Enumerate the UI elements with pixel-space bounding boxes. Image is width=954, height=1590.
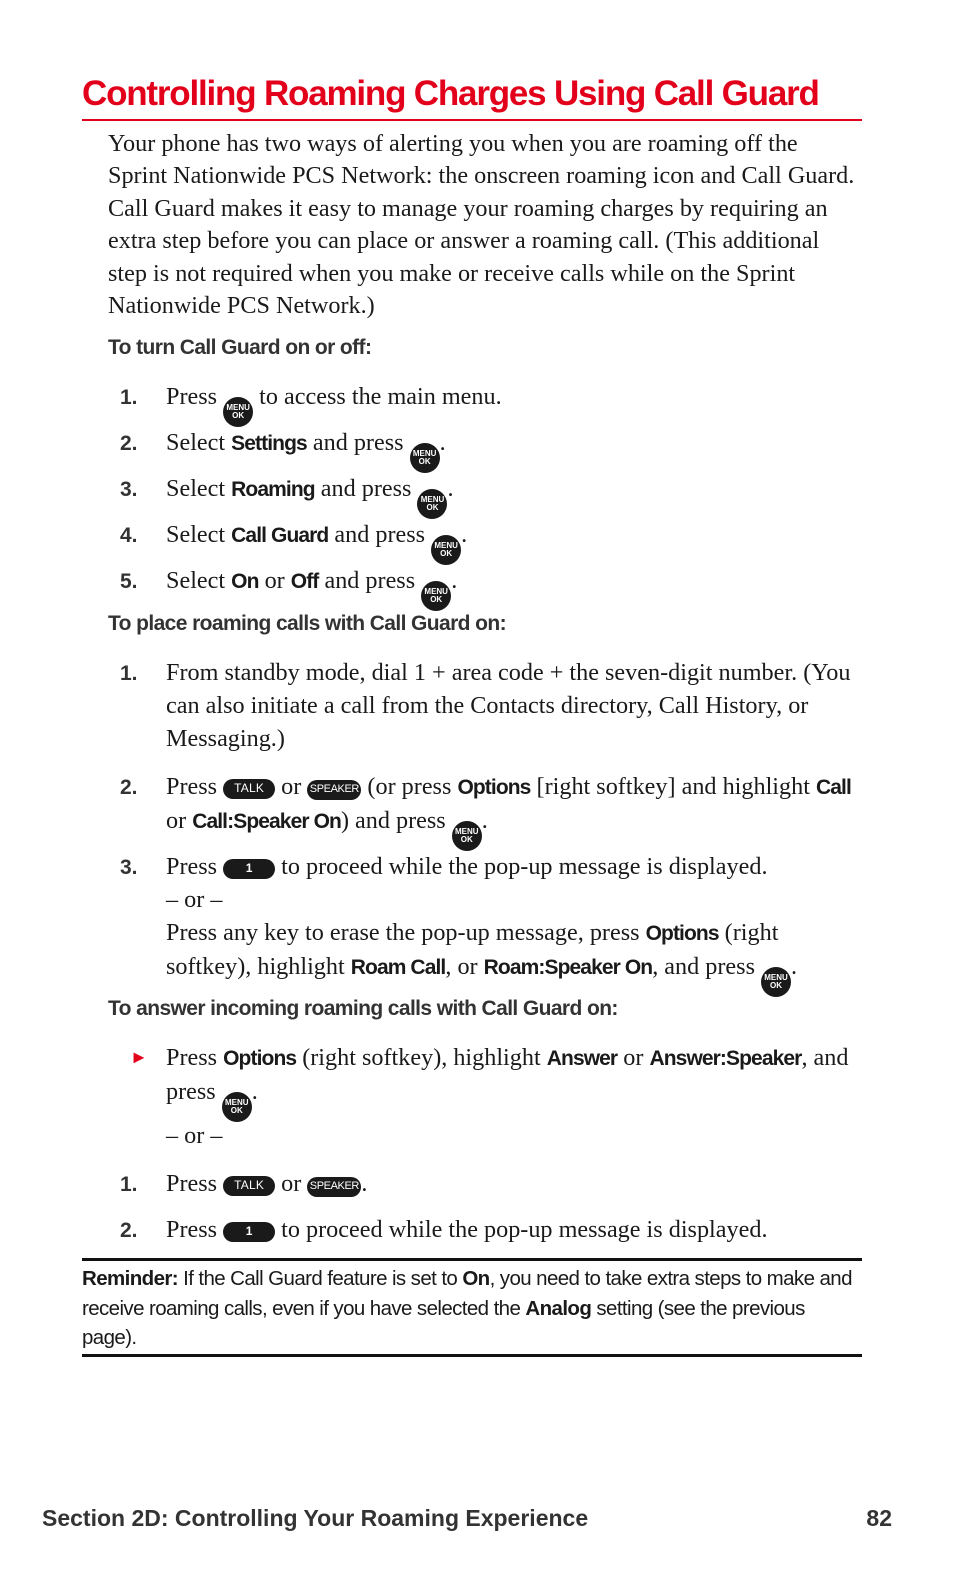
setting-name: On (462, 1267, 490, 1290)
section-heading-place-calls: To place roaming calls with Call Guard on: (108, 612, 506, 635)
page-number: 82 (866, 1505, 892, 1531)
talk-key-icon: TALK (223, 779, 275, 799)
list-item (120, 426, 862, 473)
step-number: 2. (120, 432, 138, 455)
step-text: , and press (652, 953, 755, 980)
list-item (120, 1041, 862, 1122)
step-text: or (281, 773, 302, 800)
or-separator: – or – (166, 1122, 223, 1149)
setting-name: Analog (525, 1296, 592, 1320)
step-text: or (623, 1044, 644, 1071)
list-item (120, 850, 862, 997)
step-text: ) and press (340, 807, 446, 834)
reminder-text: setting (see the previous page). (82, 1296, 805, 1349)
punctuation: . (251, 1078, 258, 1105)
reminder-text: , you need to take extra steps to make and receive roaming calls, even if you have selected the (82, 1267, 852, 1320)
list-item (120, 770, 862, 851)
punctuation: . (361, 1170, 368, 1197)
step-text: Select (166, 567, 226, 594)
intro-paragraph: Your phone has two ways of alerting you when you are roaming off the Sprint Nationwide PCS Network: the onscreen roaming icon and Call Guard. Call Guard makes it easy to manage your roaming charges by requiring an extra step before you can place or answer a roaming call. (This additional step is not required when you make or receive calls while on the Sprint Nationwide PCS Network.) (108, 130, 855, 320)
reminder-top-rule (82, 1258, 862, 1261)
menu-item-name: Settings (231, 432, 307, 455)
step-text: Press (166, 383, 218, 410)
step-number: 5. (120, 570, 138, 593)
step-text: , and press (166, 1044, 849, 1105)
menu-ok-key-icon: MENU OK (222, 1092, 252, 1122)
speaker-key-icon: SPEAKER (307, 1177, 361, 1197)
step-text: Press (166, 1216, 218, 1243)
menu-item-name: Roam Call (350, 956, 446, 979)
punctuation: . (481, 807, 488, 834)
step-text: Press (166, 1170, 218, 1197)
menu-item-name: Roaming (231, 478, 315, 501)
menu-item-name: Call Guard (231, 524, 329, 547)
punctuation: . (791, 953, 798, 980)
reminder-bottom-rule (82, 1354, 862, 1357)
step-text: and press (312, 429, 404, 456)
reminder-note (82, 1264, 862, 1353)
step-text: to proceed while the pop-up message is displayed. (281, 853, 768, 880)
menu-item-name: Roam:Speaker On (483, 956, 653, 979)
step-text: Press any key to erase the pop-up message, press (166, 919, 640, 946)
step-number: 4. (120, 524, 138, 547)
list-item (120, 656, 862, 755)
reminder-label: Reminder: (82, 1267, 178, 1290)
step-number: 1. (120, 386, 138, 409)
section-heading-turn-on-off: To turn Call Guard on or off: (108, 336, 372, 359)
softkey-name: Options (223, 1047, 297, 1070)
step-text: or (264, 567, 285, 594)
or-separator: – or – (166, 886, 223, 913)
step-text: or (281, 1170, 302, 1197)
menu-ok-key-icon: MENU OK (431, 535, 461, 565)
list-item (120, 472, 862, 519)
list-item (120, 380, 862, 427)
bullet-arrow-icon: ► (130, 1047, 148, 1067)
punctuation: . (461, 521, 468, 548)
menu-item-name: Call:Speaker On (192, 810, 341, 833)
step-text: [right softkey] and highlight (536, 773, 810, 800)
step-text: to proceed while the pop-up message is displayed. (281, 1216, 768, 1243)
step-text: and press (320, 475, 412, 502)
step-number: 1. (120, 662, 138, 685)
talk-key-icon: TALK (223, 1176, 275, 1196)
one-key-icon: 1 (223, 859, 275, 879)
softkey-name: Options (457, 776, 531, 799)
punctuation: . (447, 475, 454, 502)
section-heading-answer-calls: To answer incoming roaming calls with Call Guard on: (108, 997, 618, 1020)
one-key-icon: 1 (223, 1222, 275, 1242)
step-text: and press (334, 521, 426, 548)
step-text: From standby mode, dial 1 + area code + the seven-digit number. (You can also initiate a call from the Contacts directory, Call History, or Messaging.) (166, 659, 851, 752)
title-underline (82, 119, 862, 121)
step-text: Select (166, 475, 226, 502)
menu-ok-key-icon: MENU OK (452, 821, 482, 851)
menu-item-name: Answer (546, 1047, 618, 1070)
step-text: or (166, 807, 187, 834)
step-text: , or (445, 953, 478, 980)
menu-ok-key-icon: MENU OK (761, 967, 791, 997)
menu-ok-key-icon: MENU OK (223, 397, 253, 427)
menu-ok-key-icon: MENU OK (421, 581, 451, 611)
list-item (120, 1213, 862, 1247)
step-number: 3. (120, 478, 138, 501)
step-text: (or press (367, 773, 452, 800)
menu-item-name: Call (815, 776, 851, 799)
menu-item-name: Answer:Speaker (649, 1047, 802, 1070)
step-number: 2. (120, 1219, 138, 1242)
menu-ok-key-icon: MENU OK (417, 489, 447, 519)
step-text: (right softkey), highlight (166, 919, 779, 980)
step-number: 2. (120, 776, 138, 799)
punctuation: . (439, 429, 446, 456)
punctuation: . (451, 567, 458, 594)
speaker-key-icon: SPEAKER (307, 780, 361, 800)
step-text: (right softkey), highlight (302, 1044, 541, 1071)
list-item (120, 564, 862, 611)
list-item (120, 1167, 862, 1201)
step-text: Press (166, 1044, 218, 1071)
menu-item-name: Off (290, 570, 319, 593)
menu-ok-key-icon: MENU OK (410, 443, 440, 473)
menu-item-name: On (231, 570, 259, 593)
step-text: Select (166, 521, 226, 548)
step-text: Press (166, 853, 218, 880)
step-text: Select (166, 429, 226, 456)
step-number: 3. (120, 856, 138, 879)
footer-section-title: Section 2D: Controlling Your Roaming Experience (42, 1505, 589, 1531)
step-text: Press (166, 773, 218, 800)
reminder-text: If the Call Guard feature is set to (183, 1267, 458, 1290)
step-number: 1. (120, 1173, 138, 1196)
step-text: and press (324, 567, 416, 594)
page-title: Controlling Roaming Charges Using Call Guard (82, 74, 819, 113)
list-item (120, 518, 862, 565)
softkey-name: Options (645, 922, 719, 945)
step-text: to access the main menu. (259, 383, 502, 410)
